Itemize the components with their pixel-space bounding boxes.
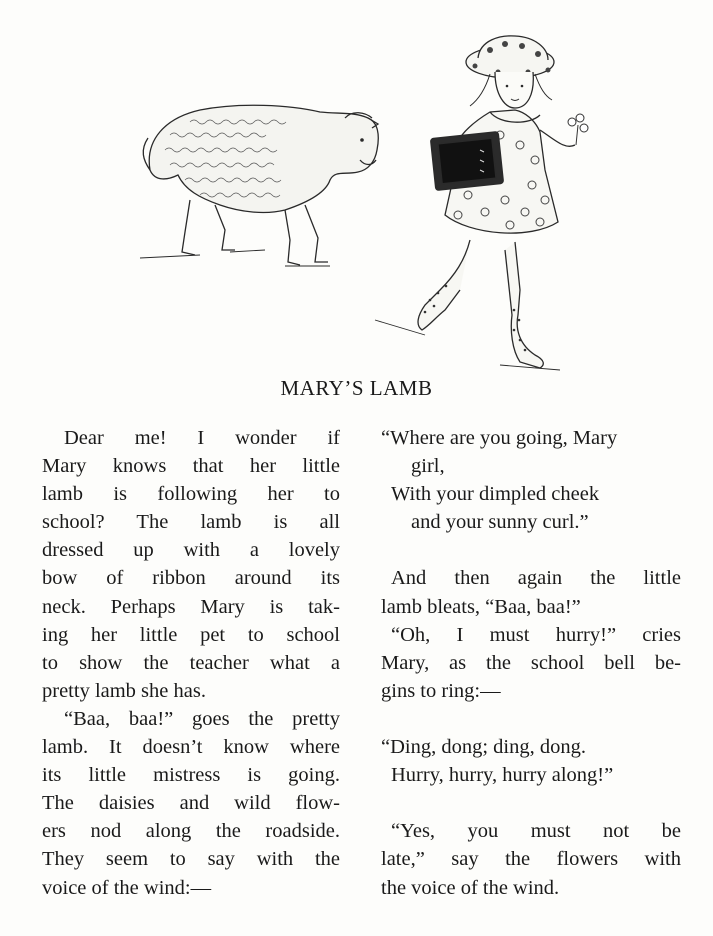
text-line: “Ding, dong; ding, dong. xyxy=(381,736,586,759)
right-text-column xyxy=(381,424,681,902)
text-line: gins to ring:— xyxy=(381,679,501,702)
text-line: “Where are you going, Mary xyxy=(381,427,618,449)
text-line: ing her little pet to school xyxy=(42,623,340,646)
text-line: With your dimpled cheek xyxy=(391,483,600,506)
text-line: dressed up with a lovely xyxy=(42,539,340,562)
left-text-column xyxy=(42,424,340,902)
paragraph-gap xyxy=(381,789,681,817)
paragraph-gap xyxy=(381,705,681,733)
text-line: “Yes, you must not be xyxy=(391,820,681,843)
text-line: to show the teacher what a xyxy=(42,651,340,674)
text-line: lamb is following her to xyxy=(42,483,340,506)
paragraph-gap xyxy=(381,536,681,564)
text-line: bow of ribbon around its xyxy=(42,567,340,590)
text-line: neck. Perhaps Mary is tak- xyxy=(42,595,340,618)
lamb-illustration xyxy=(140,105,378,266)
text-line: The daisies and wild flow- xyxy=(42,792,340,815)
text-line: Mary, as the school bell be- xyxy=(381,651,681,674)
text-line: “Oh, I must hurry!” cries xyxy=(391,623,681,646)
text-line: school? The lamb is all xyxy=(42,511,340,534)
text-line: Mary knows that her little xyxy=(42,455,340,478)
text-line: And then again the little xyxy=(391,567,681,590)
text-line: late,” say the flowers with xyxy=(381,848,681,871)
text-line: Hurry, hurry, hurry along!” xyxy=(391,764,614,787)
text-line: girl, xyxy=(411,455,445,478)
text-line: Dear me! I wonder if xyxy=(64,427,340,449)
text-line: ers nod along the roadside. xyxy=(42,820,340,843)
text-line: the voice of the wind. xyxy=(381,876,560,899)
text-line: lamb. It doesn’t know where xyxy=(42,736,340,759)
page-title: MARY’S LAMB xyxy=(280,376,433,400)
text-line: lamb bleats, “Baa, baa!” xyxy=(381,595,581,618)
text-line: “Baa, baa!” goes the pretty xyxy=(64,707,340,730)
text-line: voice of the wind:— xyxy=(42,876,212,899)
illustration xyxy=(0,0,713,375)
text-line: They seem to say with the xyxy=(42,848,340,871)
girl-with-slate-illustration xyxy=(375,36,588,370)
text-line: and your sunny curl.” xyxy=(411,511,589,534)
text-line: its little mistress is going. xyxy=(42,764,340,787)
text-line: pretty lamb she has. xyxy=(42,679,206,702)
